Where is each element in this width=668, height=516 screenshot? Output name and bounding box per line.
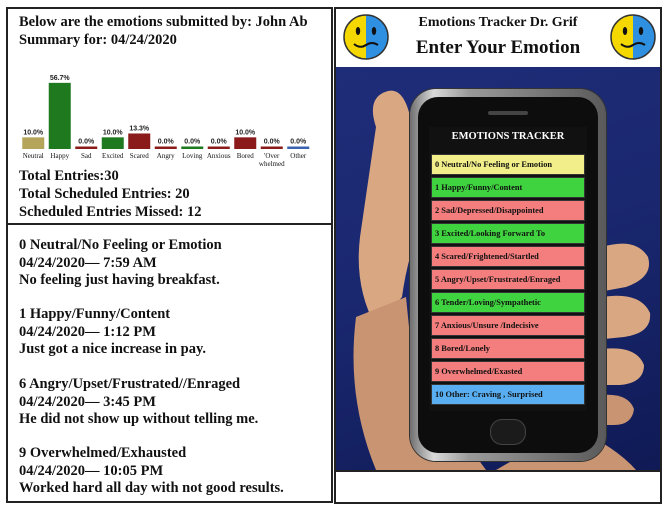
entry-note: Just got a nice increase in pay.	[19, 341, 207, 357]
app-panel	[334, 7, 662, 504]
entry-datetime: 04/24/2020— 10:05 PM	[19, 462, 164, 479]
category-label: Other	[290, 152, 307, 160]
app-header	[336, 9, 660, 67]
emotion-option-2[interactable]: 2 Sad/Depressed/Disappointed	[431, 200, 585, 221]
emotion-bar-chart	[18, 59, 324, 175]
emotion-option-3[interactable]: 3 Excited/Looking Forward To	[431, 223, 585, 244]
bar-value-label: 0.0%	[78, 138, 95, 146]
phone-device	[410, 89, 606, 461]
bar-sad	[75, 147, 97, 150]
summary-header: Below are the emotions submitted by: John Ab	[19, 14, 308, 30]
entry-item	[19, 237, 222, 290]
bar-value-label: 56.7%	[49, 74, 70, 82]
emotion-option-5[interactable]: 5 Angry/Upset/Frustrated/Enraged	[431, 269, 585, 290]
emotion-option-1[interactable]: 1 Happy/Funny/Content	[431, 177, 585, 198]
emotion-option-6[interactable]: 6 Tender/Loving/Sympathetic	[431, 292, 585, 313]
total-scheduled-entries: Total Scheduled Entries: 20	[19, 186, 190, 202]
phone-bezel	[418, 97, 598, 453]
app-title: Emotions Tracker Dr. Grif	[418, 15, 578, 30]
category-label: Excited	[102, 152, 124, 160]
phone-home-button[interactable]	[490, 419, 526, 445]
entry-item	[19, 445, 284, 498]
entry-note: He did not show up without telling me.	[19, 411, 259, 427]
entry-emotion: 0 Neutral/No Feeling or Emotion	[19, 237, 222, 253]
bar-angry	[155, 147, 177, 150]
entries-log-panel	[6, 223, 333, 503]
entry-emotion: 9 Overwhelmed/Exhausted	[19, 445, 187, 461]
category-label: whelmed	[258, 160, 285, 168]
emotion-option-8[interactable]: 8 Bored/Lonely	[431, 338, 585, 359]
scheduled-entries-missed: Scheduled Entries Missed: 12	[19, 204, 202, 220]
entry-datetime: 04/24/2020— 7:59 AM	[19, 254, 157, 271]
emotion-option-9[interactable]: 9 Overwhelmed/Exasted	[431, 361, 585, 382]
app-subtitle: Enter Your Emotion	[415, 37, 581, 58]
bar-anxious	[208, 147, 230, 150]
bar-value-label: 10.0%	[102, 129, 123, 137]
bar-value-label: 10.0%	[23, 129, 44, 137]
entry-emotion: 1 Happy/Funny/Content	[19, 306, 171, 322]
bar-value-label: 0.0%	[157, 138, 174, 146]
bar-other	[287, 147, 309, 150]
screen-title: EMOTIONS TRACKER	[451, 131, 565, 142]
emotion-option-7[interactable]: 7 Anxious/Unsure /Indecisive	[431, 315, 585, 336]
category-label: Angry	[156, 152, 175, 160]
bar-value-label: 0.0%	[290, 138, 307, 146]
bar-excited	[102, 137, 124, 149]
entry-note: Worked hard all day with not good results.	[19, 480, 284, 496]
entry-item	[19, 306, 206, 359]
entry-datetime: 04/24/2020— 1:12 PM	[19, 323, 156, 340]
bar-value-label: 0.0%	[184, 138, 201, 146]
bar-value-label: 0.0%	[210, 138, 227, 146]
entry-datetime: 04/24/2020— 3:45 PM	[19, 393, 156, 410]
entry-note: No feeling just having breakfast.	[19, 272, 220, 288]
category-label: 'Over	[264, 152, 280, 160]
bar-neutral	[22, 137, 44, 149]
smiley-logo-icon	[341, 12, 391, 62]
bar-bored	[234, 137, 256, 149]
phone-speaker	[488, 111, 528, 115]
smiley-logo-icon	[608, 12, 658, 62]
summary-panel	[6, 7, 333, 225]
summary-date: Summary for: 04/24/2020	[19, 32, 177, 48]
category-label: Sad	[81, 152, 92, 160]
category-label: Bored	[236, 152, 254, 160]
category-label: Scared	[129, 152, 149, 160]
bar-value-label: 10.0%	[235, 129, 256, 137]
category-label: Happy	[50, 152, 70, 160]
emotion-option-4[interactable]: 4 Scared/Frightened/Startled	[431, 246, 585, 267]
bar-loving	[181, 147, 203, 150]
bar-over-whelmed	[261, 147, 283, 150]
emotion-option-10[interactable]: 10 Other: Craving , Surprised	[431, 384, 585, 405]
bar-happy	[49, 83, 71, 149]
bar-value-label: 0.0%	[263, 138, 280, 146]
entry-item	[19, 376, 258, 429]
app-footer	[336, 470, 660, 502]
category-label: Loving	[182, 152, 203, 160]
total-entries: Total Entries:30	[19, 168, 119, 184]
entry-emotion: 6 Angry/Upset/Frustrated//Enraged	[19, 376, 241, 392]
category-label: Neutral	[22, 152, 44, 160]
category-label: Anxious	[206, 152, 231, 160]
phone-screen	[429, 127, 587, 411]
hand-holding-phone-image	[336, 67, 660, 470]
emotion-option-0[interactable]: 0 Neutral/No Feeling or Emotion	[431, 154, 585, 175]
bar-value-label: 13.3%	[129, 125, 150, 133]
bar-scared	[128, 133, 150, 149]
